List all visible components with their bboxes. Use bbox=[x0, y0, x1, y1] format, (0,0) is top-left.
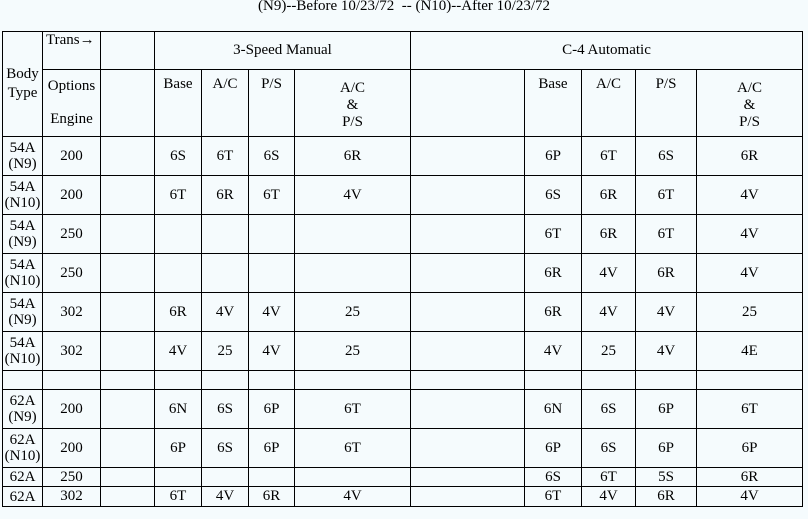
engine-cell: 200 bbox=[43, 390, 101, 429]
empty-cell bbox=[411, 390, 525, 429]
auto-acps-cell: 4E bbox=[697, 332, 803, 371]
auto-acps-cell: 4V bbox=[697, 254, 803, 293]
table-row bbox=[3, 390, 803, 429]
manual-base-cell bbox=[155, 215, 202, 254]
auto-ps-cell: 6P bbox=[636, 390, 697, 429]
engine-cell: 250 bbox=[43, 254, 101, 293]
empty-cell bbox=[411, 487, 525, 507]
body-type-cell bbox=[3, 468, 43, 487]
empty-cell bbox=[411, 176, 525, 215]
auto-ac-cell: 6T bbox=[582, 468, 636, 487]
engine-cell: 250 bbox=[43, 468, 101, 487]
empty-cell bbox=[101, 371, 155, 390]
manual-acps-cell: 4V bbox=[295, 487, 411, 507]
build-date-code: (N9) bbox=[8, 156, 37, 172]
table-row bbox=[3, 215, 803, 254]
spacer-row bbox=[3, 371, 803, 390]
engine-cell: 302 bbox=[43, 332, 101, 371]
table-row bbox=[3, 468, 803, 487]
build-date-code: (N9) bbox=[8, 234, 37, 250]
manual-base-cell: 6S bbox=[155, 137, 202, 176]
manual-base-cell: 6T bbox=[155, 487, 202, 507]
manual-ac-cell: 4V bbox=[202, 293, 249, 332]
manual-ac-cell bbox=[202, 215, 249, 254]
engine-cell: 250 bbox=[43, 215, 101, 254]
empty-cell bbox=[101, 429, 155, 468]
manual-ps-cell: 4V bbox=[249, 293, 295, 332]
body-code: 62A bbox=[9, 432, 36, 448]
auto-acps-cell: 6R bbox=[697, 137, 803, 176]
body-type-cell bbox=[3, 215, 43, 254]
auto-acps-cell: 6T bbox=[697, 390, 803, 429]
automatic-header: C-4 Automatic bbox=[411, 32, 803, 70]
build-date-code: (N10) bbox=[4, 195, 41, 211]
auto-ps-cell: 6T bbox=[636, 176, 697, 215]
empty-cell bbox=[411, 371, 525, 390]
manual-acps-cell bbox=[295, 254, 411, 293]
manual-ac-header: A/C bbox=[202, 70, 249, 137]
auto-acps-cell: 25 bbox=[697, 293, 803, 332]
manual-base-header: Base bbox=[155, 70, 202, 137]
page-caption: (N9)--Before 10/23/72 -- (N10)--After 10/23/72 bbox=[258, 0, 550, 14]
auto-ac-cell: 6R bbox=[582, 176, 636, 215]
manual-ps-cell: 6T bbox=[249, 176, 295, 215]
auto-acps-header: A/C & P/S bbox=[697, 70, 803, 137]
body-code: 54A bbox=[9, 257, 36, 273]
build-date-code: (N9) bbox=[8, 312, 37, 328]
empty-cell bbox=[411, 429, 525, 468]
body-code: 54A bbox=[9, 296, 36, 312]
manual-ps-cell bbox=[249, 215, 295, 254]
manual-ac-cell: 25 bbox=[202, 332, 249, 371]
engine-cell: 200 bbox=[43, 176, 101, 215]
body-type-cell bbox=[3, 176, 43, 215]
auto-base-cell: 6R bbox=[525, 293, 582, 332]
table-row bbox=[3, 293, 803, 332]
manual-base-cell bbox=[155, 254, 202, 293]
empty-cell bbox=[582, 371, 636, 390]
manual-acps-cell bbox=[295, 215, 411, 254]
options-engine-header: Options Engine bbox=[43, 70, 101, 137]
empty-cell bbox=[295, 371, 411, 390]
blank-header-cell bbox=[101, 70, 155, 137]
manual-base-cell: 6P bbox=[155, 429, 202, 468]
auto-acps-cell: 6R bbox=[697, 468, 803, 487]
empty-cell bbox=[525, 371, 582, 390]
auto-base-cell: 6S bbox=[525, 176, 582, 215]
empty-cell bbox=[155, 371, 202, 390]
build-date-code: (N9) bbox=[8, 409, 37, 425]
auto-base-cell: 6R bbox=[525, 254, 582, 293]
blank-header-cell bbox=[101, 32, 155, 70]
empty-cell bbox=[101, 468, 155, 487]
manual-ps-header: P/S bbox=[249, 70, 295, 137]
empty-cell bbox=[101, 332, 155, 371]
auto-base-cell: 6P bbox=[525, 429, 582, 468]
auto-ac-cell: 6S bbox=[582, 390, 636, 429]
auto-base-cell: 4V bbox=[525, 332, 582, 371]
auto-base-cell: 6T bbox=[525, 215, 582, 254]
manual-header: 3-Speed Manual bbox=[155, 32, 411, 70]
empty-cell bbox=[202, 371, 249, 390]
manual-ps-cell: 6R bbox=[249, 487, 295, 507]
auto-base-cell: 6S bbox=[525, 468, 582, 487]
table-row bbox=[3, 332, 803, 371]
body-type-cell bbox=[3, 429, 43, 468]
empty-cell bbox=[697, 371, 803, 390]
build-date-code: (N10) bbox=[4, 448, 41, 464]
engine-cell: 302 bbox=[43, 487, 101, 507]
empty-cell bbox=[249, 371, 295, 390]
body-type-cell bbox=[3, 487, 43, 507]
auto-ps-cell: 6P bbox=[636, 429, 697, 468]
auto-ps-cell: 6T bbox=[636, 215, 697, 254]
auto-ps-cell: 5S bbox=[636, 468, 697, 487]
manual-acps-cell bbox=[295, 468, 411, 487]
body-type-cell bbox=[3, 293, 43, 332]
body-type-cell bbox=[3, 390, 43, 429]
body-code: 54A bbox=[9, 140, 36, 156]
auto-ps-header: P/S bbox=[636, 70, 697, 137]
manual-ps-cell: 6P bbox=[249, 429, 295, 468]
body-code: 54A bbox=[9, 218, 36, 234]
manual-ac-cell: 6S bbox=[202, 390, 249, 429]
body-code: 54A bbox=[9, 335, 36, 351]
auto-ps-cell: 6R bbox=[636, 487, 697, 507]
body-code: 62A bbox=[9, 469, 36, 485]
auto-ps-cell: 4V bbox=[636, 293, 697, 332]
manual-ps-cell bbox=[249, 254, 295, 293]
auto-ps-cell: 6R bbox=[636, 254, 697, 293]
auto-ac-cell: 4V bbox=[582, 487, 636, 507]
manual-ac-cell: 6S bbox=[202, 429, 249, 468]
manual-acps-cell: 4V bbox=[295, 176, 411, 215]
manual-base-cell: 6T bbox=[155, 176, 202, 215]
engine-cell: 200 bbox=[43, 137, 101, 176]
manual-ps-cell bbox=[249, 468, 295, 487]
manual-base-cell: 6R bbox=[155, 293, 202, 332]
empty-cell bbox=[101, 176, 155, 215]
manual-ps-cell: 6P bbox=[249, 390, 295, 429]
manual-acps-header: A/C & P/S bbox=[295, 70, 411, 137]
body-type-cell bbox=[3, 332, 43, 371]
manual-acps-cell: 6T bbox=[295, 429, 411, 468]
header-row-1 bbox=[3, 32, 803, 70]
auto-ac-cell: 4V bbox=[582, 254, 636, 293]
auto-ac-cell: 6T bbox=[582, 137, 636, 176]
auto-base-cell: 6P bbox=[525, 137, 582, 176]
auto-ac-header: A/C bbox=[582, 70, 636, 137]
table-row bbox=[3, 429, 803, 468]
manual-base-cell bbox=[155, 468, 202, 487]
manual-acps-cell: 6T bbox=[295, 390, 411, 429]
manual-base-cell: 6N bbox=[155, 390, 202, 429]
fuel-code-table bbox=[2, 31, 803, 507]
auto-ps-cell: 4V bbox=[636, 332, 697, 371]
empty-cell bbox=[411, 254, 525, 293]
manual-acps-cell: 6R bbox=[295, 137, 411, 176]
body-code: 54A bbox=[9, 179, 36, 195]
table-row bbox=[3, 137, 803, 176]
auto-acps-cell: 6P bbox=[697, 429, 803, 468]
empty-cell bbox=[3, 371, 43, 390]
manual-ac-cell bbox=[202, 468, 249, 487]
manual-ac-cell: 6R bbox=[202, 176, 249, 215]
auto-ac-cell: 25 bbox=[582, 332, 636, 371]
auto-ac-cell: 4V bbox=[582, 293, 636, 332]
empty-cell bbox=[101, 487, 155, 507]
engine-cell: 302 bbox=[43, 293, 101, 332]
auto-base-cell: 6T bbox=[525, 487, 582, 507]
build-date-code: (N10) bbox=[4, 351, 41, 367]
body-type-cell bbox=[3, 254, 43, 293]
manual-ps-cell: 4V bbox=[249, 332, 295, 371]
empty-cell bbox=[101, 293, 155, 332]
empty-cell bbox=[636, 371, 697, 390]
empty-cell bbox=[411, 468, 525, 487]
trans-header: Trans→ bbox=[43, 32, 101, 70]
manual-base-cell: 4V bbox=[155, 332, 202, 371]
body-code: 62A bbox=[9, 393, 36, 409]
auto-acps-cell: 4V bbox=[697, 215, 803, 254]
manual-acps-cell: 25 bbox=[295, 293, 411, 332]
manual-ac-cell bbox=[202, 254, 249, 293]
auto-acps-cell: 4V bbox=[697, 487, 803, 507]
body-code: 62A bbox=[9, 488, 36, 505]
manual-ac-cell: 6T bbox=[202, 137, 249, 176]
empty-cell bbox=[43, 371, 101, 390]
build-date-code: (N10) bbox=[4, 273, 41, 289]
table-row bbox=[3, 254, 803, 293]
header-row-2 bbox=[3, 70, 803, 137]
blank-header-cell bbox=[411, 70, 525, 137]
auto-acps-cell: 4V bbox=[697, 176, 803, 215]
empty-cell bbox=[101, 390, 155, 429]
empty-cell bbox=[411, 215, 525, 254]
body-type-cell bbox=[3, 137, 43, 176]
empty-cell bbox=[411, 137, 525, 176]
manual-ac-cell: 4V bbox=[202, 487, 249, 507]
auto-ps-cell: 6S bbox=[636, 137, 697, 176]
body-type-header: Body Type bbox=[3, 32, 43, 137]
empty-cell bbox=[101, 137, 155, 176]
auto-base-cell: 6N bbox=[525, 390, 582, 429]
table-row bbox=[3, 487, 803, 507]
manual-ps-cell: 6S bbox=[249, 137, 295, 176]
manual-acps-cell: 25 bbox=[295, 332, 411, 371]
auto-ac-cell: 6S bbox=[582, 429, 636, 468]
auto-ac-cell: 6R bbox=[582, 215, 636, 254]
empty-cell bbox=[101, 215, 155, 254]
table-row bbox=[3, 176, 803, 215]
auto-base-header: Base bbox=[525, 70, 582, 137]
empty-cell bbox=[411, 293, 525, 332]
empty-cell bbox=[411, 332, 525, 371]
engine-cell: 200 bbox=[43, 429, 101, 468]
empty-cell bbox=[101, 254, 155, 293]
